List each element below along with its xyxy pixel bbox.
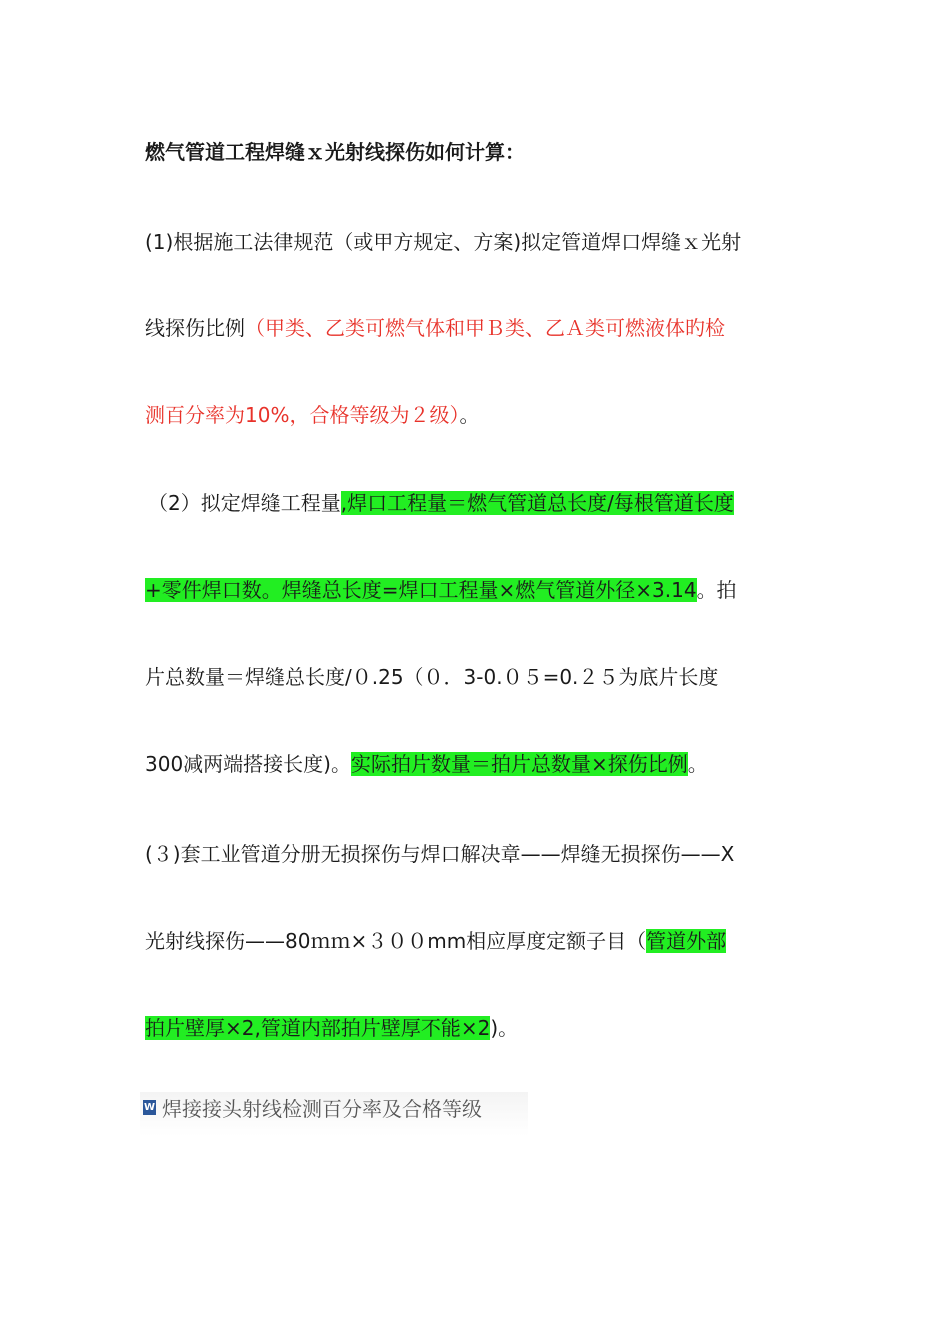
para3-highlight-1: 管道外部 [646, 929, 727, 953]
para1-line3 [145, 401, 479, 429]
para1-line2 [145, 314, 725, 342]
para3-highlight-2: 拍片壁厚×2,管道内部拍片壁厚不能×2 [145, 1016, 491, 1040]
para3-line1: (３)套工业管道分册无损探伤与焊口解决章——焊缝无损探伤——X [145, 842, 735, 866]
para1-line2-text: 线探伤比例 [145, 316, 245, 340]
para3-line3 [145, 1014, 518, 1042]
para3-line2-text: 光射线探伤——80ｍｍ×３００mm相应厚度定额子目（ [145, 929, 647, 953]
para2-highlight-actual: 实际拍片数量＝拍片总数量×探伤比例 [350, 752, 688, 776]
para2-line1 [148, 489, 734, 517]
para2-line3: 片总数量＝焊缝总长度/０.25（０．3-0.０５=0.２５为底片长度 [145, 665, 719, 689]
para1-line1: (1)根据施工法律规范（或甲方规定、方案)拟定管道焊口焊缝ｘ光射 [145, 230, 742, 254]
para2-line2-tail: 。拍 [696, 578, 737, 602]
para2-line2 [145, 576, 737, 604]
para1-red-note: （甲类、乙类可燃气体和甲Ｂ类、乙Ａ类可燃液体旳检 [245, 316, 725, 340]
embedded-document-thumbnail [140, 1092, 528, 1136]
para1-period: 。 [459, 403, 480, 427]
para2-line4 [145, 750, 708, 778]
para2-highlight-formula: ,焊口工程量＝燃气管道总长度/每根管道长度 [340, 491, 734, 515]
para2-line4-text: 300减两端搭接长度)。 [145, 752, 351, 776]
para3-line3-tail: )。 [490, 1016, 519, 1040]
thumbnail-title: 焊接接头射线检测百分率及合格等级 [162, 1097, 482, 1121]
para1-red-note-end: 测百分率为10%，合格等级为２级） [145, 403, 460, 427]
word-doc-icon: W [143, 1102, 156, 1113]
para3-line2 [145, 927, 726, 955]
para2-highlight-formula-2: +零件焊口数。焊缝总长度=焊口工程量×燃气管道外径×3.14 [145, 578, 697, 602]
document-title: 燃气管道工程焊缝ｘ光射线探伤如何计算： [145, 140, 525, 164]
para2-line4-period: 。 [687, 752, 708, 776]
para2-heading: （2）拟定焊缝工程量 [148, 491, 341, 515]
